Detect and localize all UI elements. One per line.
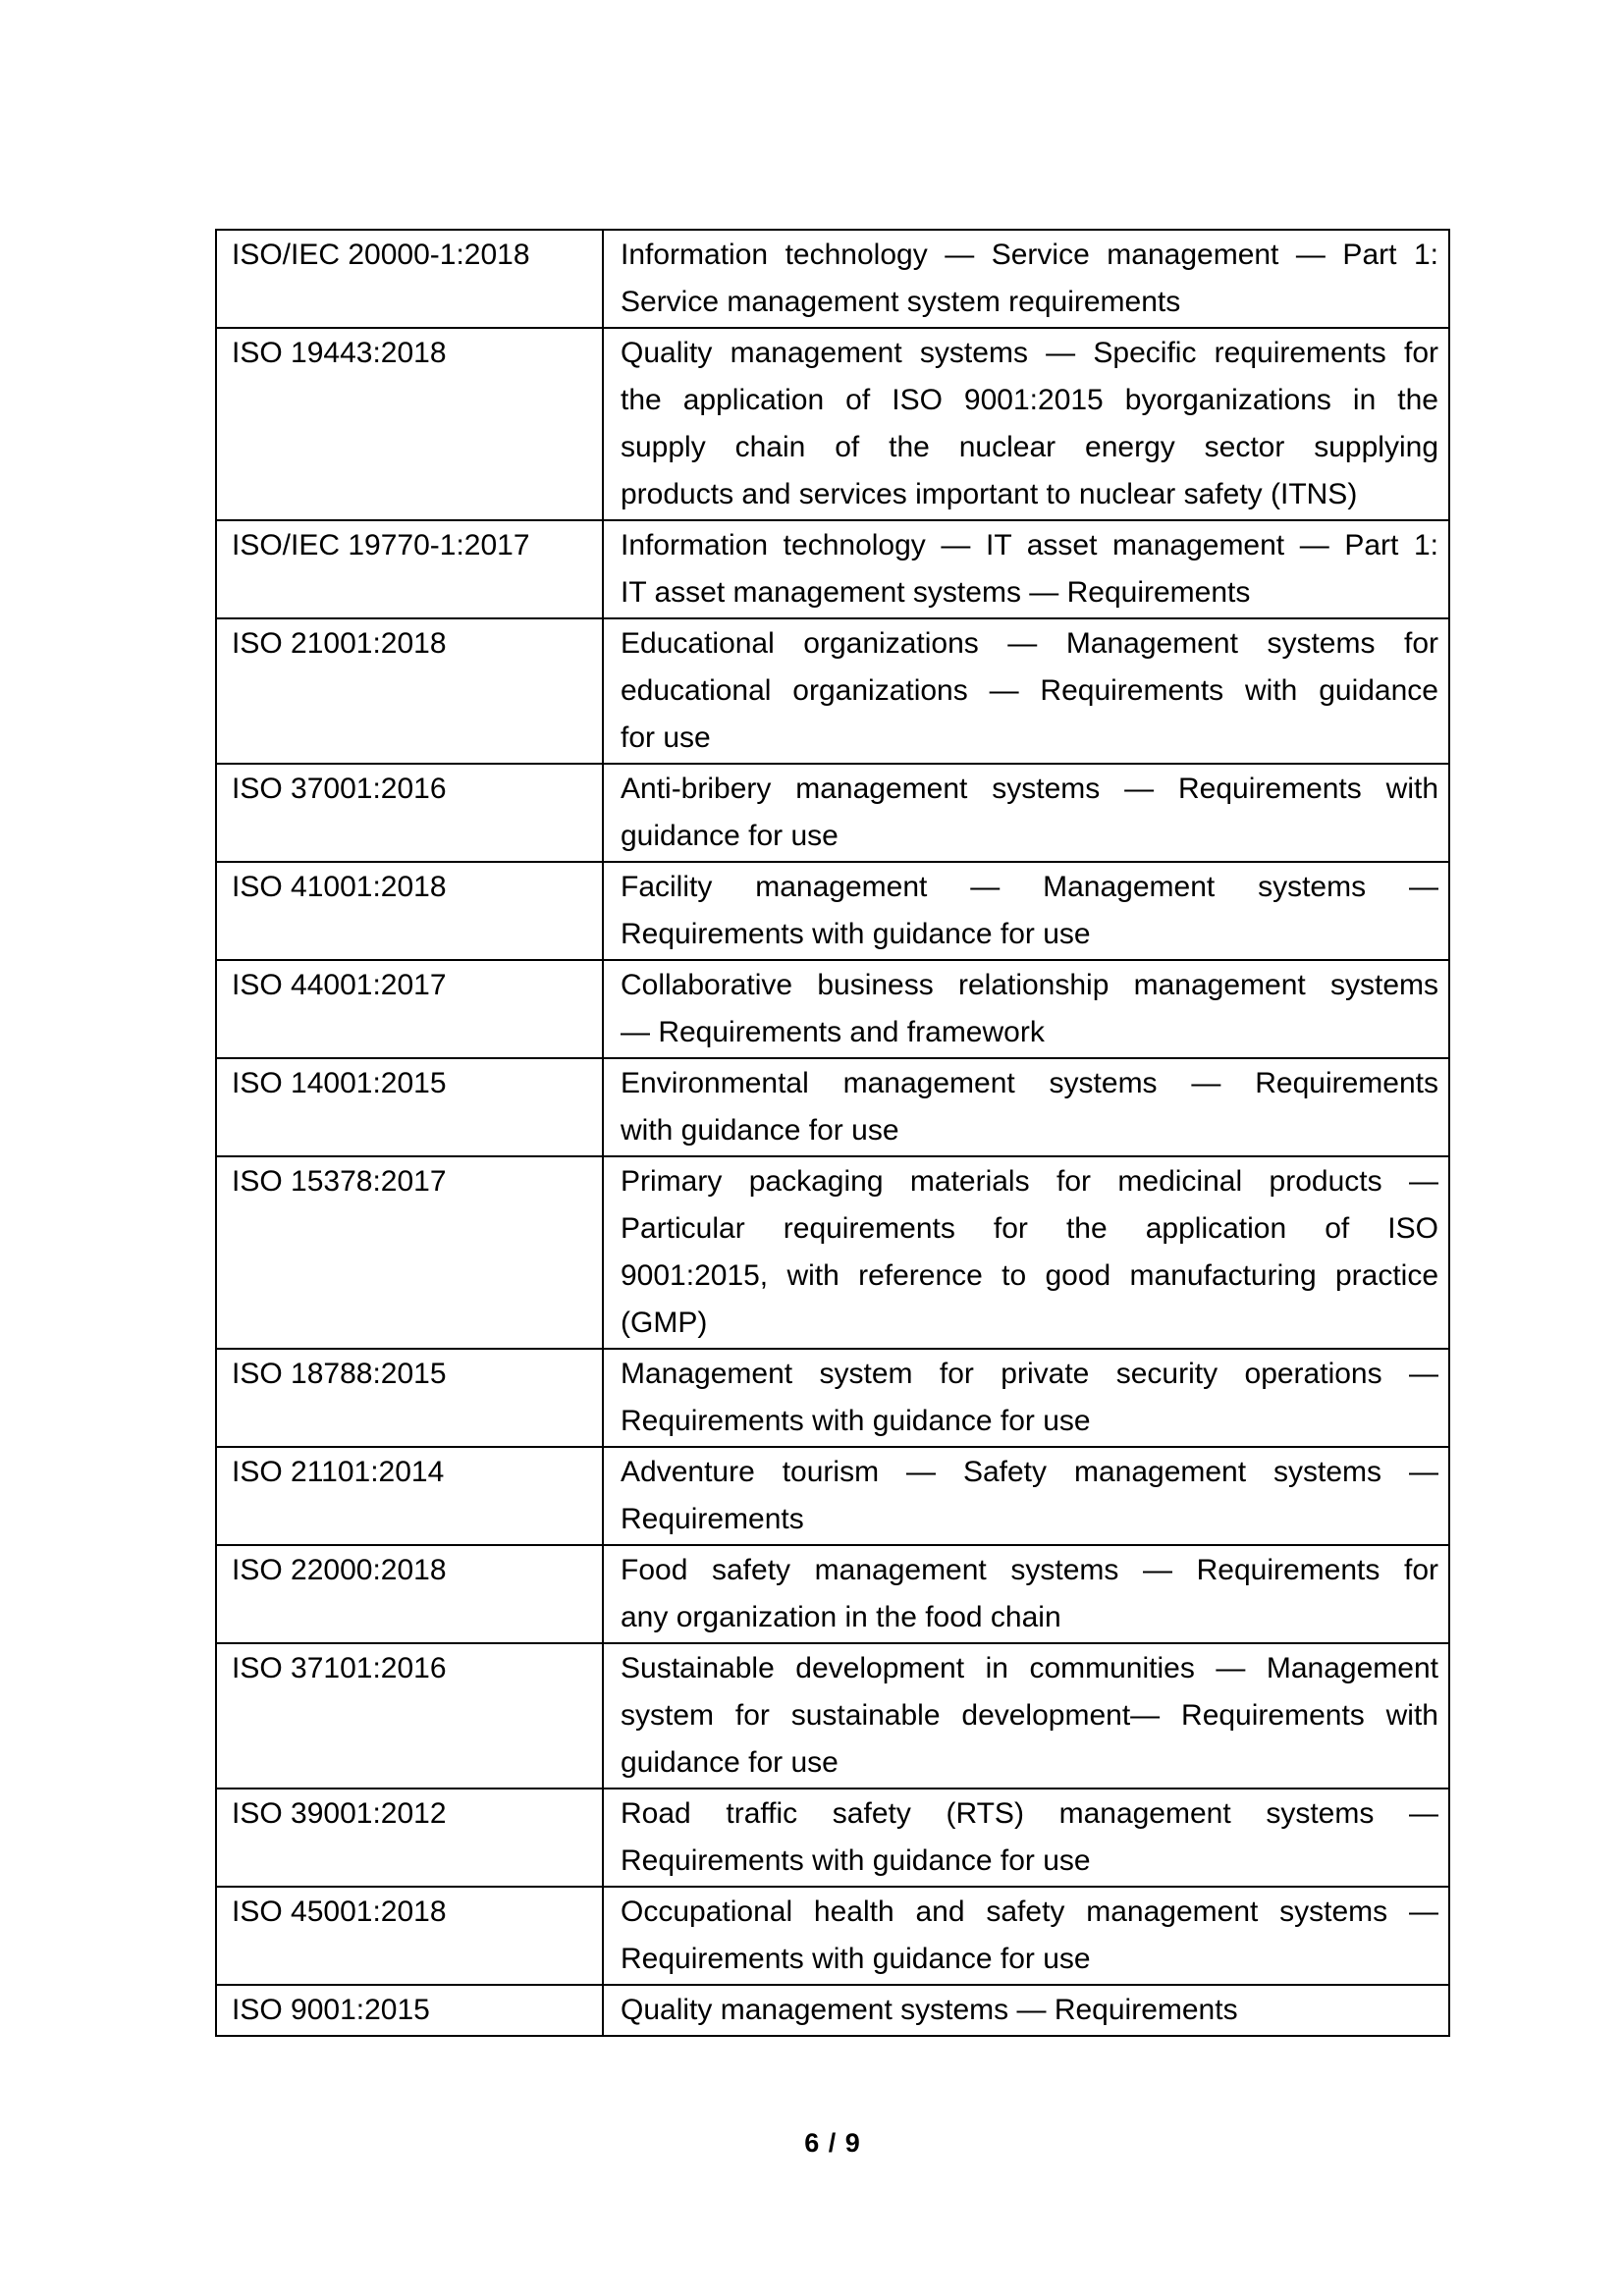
table-row <box>216 1447 1449 1545</box>
table-row <box>216 764 1449 862</box>
standard-code-cell: ISO 39001:2012 <box>216 1789 603 1887</box>
standard-description-cell <box>603 862 1449 960</box>
standard-code-cell: ISO/IEC 20000-1:2018 <box>216 230 603 328</box>
standard-code-cell: ISO 14001:2015 <box>216 1058 603 1156</box>
table-row <box>216 1789 1449 1887</box>
standard-code-cell: ISO 18788:2015 <box>216 1349 603 1447</box>
standard-description-cell <box>603 1643 1449 1789</box>
description-line: Management system for private security operations — <box>621 1358 1438 1390</box>
standard-description-cell <box>603 1058 1449 1156</box>
description-line: guidance for use <box>621 820 839 852</box>
description-line: Requirements with guidance for use <box>621 1844 1091 1877</box>
standard-code-cell: ISO 45001:2018 <box>216 1887 603 1985</box>
description-line: Requirements with guidance for use <box>621 1943 1091 1975</box>
standard-description-cell <box>603 1545 1449 1643</box>
description-line: Requirements with guidance for use <box>621 918 1091 950</box>
standard-description-cell <box>603 764 1449 862</box>
description-line: IT asset management systems — Requirements <box>621 576 1251 609</box>
standard-description-cell <box>603 1447 1449 1545</box>
description-line: Information technology — Service management — Part 1: <box>621 239 1438 271</box>
description-line: Food safety management systems — Requirements for <box>621 1554 1438 1586</box>
table-row <box>216 230 1449 328</box>
table-row <box>216 862 1449 960</box>
description-line: with guidance for use <box>621 1114 899 1147</box>
standard-code-cell: ISO 21001:2018 <box>216 618 603 764</box>
description-line: Service management system requirements <box>621 286 1181 318</box>
description-line: supply chain of the nuclear energy sector supplying <box>621 431 1438 463</box>
table-row <box>216 1887 1449 1985</box>
description-line: any organization in the food chain <box>621 1601 1061 1633</box>
description-line: — Requirements and framework <box>621 1016 1045 1048</box>
standard-description-cell <box>603 1789 1449 1887</box>
standard-description-cell <box>603 328 1449 520</box>
standard-description-cell <box>603 618 1449 764</box>
standard-code-cell: ISO 21101:2014 <box>216 1447 603 1545</box>
description-line: Requirements <box>621 1503 804 1535</box>
standard-description-cell <box>603 1985 1449 2036</box>
description-line: Collaborative business relationship management systems <box>621 969 1438 1001</box>
description-line: Information technology — IT asset management — Part 1: <box>621 529 1438 561</box>
iso-standards-table <box>215 229 1450 2037</box>
standard-code-cell: ISO 37101:2016 <box>216 1643 603 1789</box>
standard-code-cell: ISO 19443:2018 <box>216 328 603 520</box>
table-row <box>216 1349 1449 1447</box>
standard-code-cell: ISO 41001:2018 <box>216 862 603 960</box>
standard-description-cell <box>603 230 1449 328</box>
description-line: guidance for use <box>621 1746 839 1779</box>
table-row <box>216 1545 1449 1643</box>
description-line: the application of ISO 9001:2015 byorganizations in the <box>621 384 1438 416</box>
standard-description-cell <box>603 520 1449 618</box>
standard-code-cell: ISO 22000:2018 <box>216 1545 603 1643</box>
standard-description-cell <box>603 1156 1449 1349</box>
description-line: Anti-bribery management systems — Requirements with <box>621 773 1438 805</box>
description-line: products and services important to nuclear safety (ITNS) <box>621 478 1358 510</box>
iso-standards-table-body <box>216 230 1449 2036</box>
description-line: Quality management systems — Requirements <box>621 1994 1238 2026</box>
description-line: Quality management systems — Specific requirements for <box>621 337 1438 369</box>
table-row <box>216 960 1449 1058</box>
description-line: Environmental management systems — Requirements <box>621 1067 1438 1099</box>
description-line: Road traffic safety (RTS) management systems — <box>621 1797 1438 1830</box>
standard-description-cell <box>603 1349 1449 1447</box>
standard-code-cell: ISO 44001:2017 <box>216 960 603 1058</box>
description-line: system for sustainable development— Requirements with <box>621 1699 1438 1732</box>
table-row <box>216 1643 1449 1789</box>
page-number: 6 / 9 <box>804 2128 861 2158</box>
standard-code-cell: ISO/IEC 19770-1:2017 <box>216 520 603 618</box>
description-line: Adventure tourism — Safety management systems — <box>621 1456 1438 1488</box>
standard-code-cell: ISO 9001:2015 <box>216 1985 603 2036</box>
description-line: for use <box>621 721 711 754</box>
description-line: Facility management — Management systems — <box>621 871 1438 903</box>
table-row <box>216 328 1449 520</box>
table-row <box>216 618 1449 764</box>
table-row <box>216 1156 1449 1349</box>
description-line: Occupational health and safety management systems — <box>621 1896 1438 1928</box>
description-line: Requirements with guidance for use <box>621 1405 1091 1437</box>
description-line: Educational organizations — Management systems for <box>621 627 1438 660</box>
description-line: Sustainable development in communities — Management <box>621 1652 1438 1684</box>
description-line: (GMP) <box>621 1307 708 1339</box>
description-line: educational organizations — Requirements with guidance <box>621 674 1438 707</box>
table-row <box>216 1985 1449 2036</box>
standard-description-cell <box>603 1887 1449 1985</box>
standard-code-cell: ISO 37001:2016 <box>216 764 603 862</box>
standard-description-cell <box>603 960 1449 1058</box>
table-row <box>216 1058 1449 1156</box>
table-row <box>216 520 1449 618</box>
description-line: Particular requirements for the application of ISO <box>621 1212 1438 1245</box>
standard-code-cell: ISO 15378:2017 <box>216 1156 603 1349</box>
description-line: Primary packaging materials for medicinal products — <box>621 1165 1438 1198</box>
description-line: 9001:2015, with reference to good manufacturing practice <box>621 1259 1438 1292</box>
